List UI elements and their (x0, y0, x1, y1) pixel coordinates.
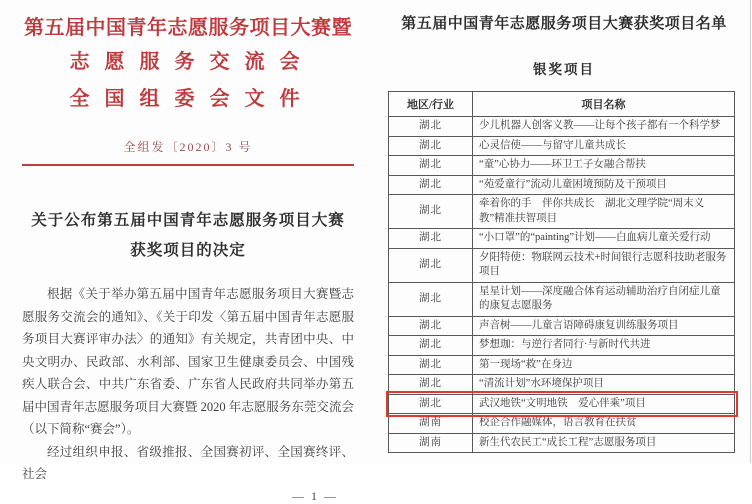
project-name-cell: 武汉地铁“文明地铁 爱心伴乘”项目 (473, 394, 735, 414)
region-cell: 湖北 (389, 195, 473, 229)
table-row (389, 229, 735, 249)
table-row (389, 336, 735, 356)
red-divider-line (22, 164, 354, 166)
table-row (389, 136, 735, 156)
awards-table-header-row (389, 92, 735, 117)
table-row (389, 282, 735, 316)
project-name-cell: 声音树——儿童言语障碍康复训练服务项目 (473, 316, 735, 336)
decision-title-line-1: 关于公布第五届中国青年志愿服务项目大赛 (31, 212, 345, 229)
project-name-cell: “小口罩”的“painting”计划——白血病儿童关爱行动 (473, 229, 735, 249)
region-cell: 湖北 (389, 336, 473, 356)
header-region: 地区/行业 (389, 92, 473, 117)
body-paragraph-2: 经过组织申报、省级推报、全国赛初评、全国赛终评、社会 (22, 444, 354, 481)
masthead-line-2: 志愿服务交流会 (69, 51, 315, 73)
region-cell: 湖北 (389, 229, 473, 249)
decision-title (22, 206, 354, 266)
region-cell: 湖北 (389, 316, 473, 336)
project-name-cell: 夕阳特使：物联网云技术+时间银行志愿科技助老服务项目 (473, 248, 735, 282)
project-name-cell: 第一现场“救”在身边 (473, 355, 735, 375)
masthead-line-3: 全国组委会文件 (69, 88, 315, 110)
project-name-cell: 新生代农民工“成长工程”志愿服务项目 (473, 433, 735, 453)
project-name-cell: “苑爱童行”流动儿童困境预防及干预项目 (473, 175, 735, 195)
table-row (389, 414, 735, 434)
table-row-highlighted (389, 394, 735, 414)
right-page (388, 12, 740, 453)
silver-award-subtitle: 银奖项目 (533, 62, 595, 77)
project-name-cell: “童”心协力——环卫工子女融合帮扶 (473, 156, 735, 176)
table-row (389, 375, 735, 395)
project-name-cell: 少儿机器人创客义教——让每个孩子都有一个科学梦 (473, 117, 735, 137)
table-row (389, 195, 735, 229)
region-cell: 湖北 (389, 394, 473, 414)
masthead-line-1: 第五届中国青年志愿服务项目大赛暨 (24, 17, 352, 39)
left-page (22, 6, 354, 504)
region-cell: 湖北 (389, 282, 473, 316)
awards-table-body (389, 117, 735, 453)
region-cell: 湖北 (389, 355, 473, 375)
table-row (389, 117, 735, 137)
body-paragraph-1: 根据《关于举办第五届中国青年志愿服务项目大赛暨志愿服务交流会的通知》、《关于印发〈第五届中国青年志愿服务项目大赛评审办法〉的通知》有关规定，共青团中央、中央文明办、民政部、水利部、国家卫生健康委员会、中国残疾人联合会、中共广东省委、广东省人民政府共同举办第五届中国青年志愿服务项目大赛暨 2020 年志愿服务东莞交流会（以下简称“赛会”）。 (22, 287, 354, 436)
project-name-cell: 校企合作融媒体，语言教育在扶贫 (473, 414, 735, 434)
table-row (389, 175, 735, 195)
table-row (389, 355, 735, 375)
project-name-cell: 心灵信使——与留守儿童共成长 (473, 136, 735, 156)
region-cell: 湖北 (389, 375, 473, 395)
region-cell: 湖南 (389, 433, 473, 453)
awards-table (388, 91, 735, 453)
table-row (389, 316, 735, 336)
table-row (389, 433, 735, 453)
document-body (22, 283, 354, 486)
table-row (389, 248, 735, 282)
red-masthead (22, 12, 354, 118)
project-name-cell: “清流计划”水环境保护项目 (473, 375, 735, 395)
project-name-cell: 牵着你的手 伴你共成长 湖北文理学院“周末义教”精准扶智项目 (473, 195, 735, 229)
scan-page-edge-line (750, 0, 751, 463)
decision-title-line-2: 获奖项目的决定 (130, 242, 246, 259)
region-cell: 湖北 (389, 248, 473, 282)
document-number: 全组发〔2020〕3 号 (123, 140, 253, 154)
region-cell: 湖北 (389, 175, 473, 195)
region-cell: 湖北 (389, 117, 473, 137)
award-list-title: 第五届中国青年志愿服务项目大赛获奖项目名单 (401, 16, 727, 32)
region-cell: 湖北 (389, 136, 473, 156)
project-name-cell: 星星计划——深度融合体育运动辅助治疗自闭症儿童的康复志愿服务 (473, 282, 735, 316)
table-row (389, 156, 735, 176)
project-name-cell: 梦想珈：与逆行者同行·与新时代共进 (473, 336, 735, 356)
page-number: — 1 — (292, 488, 338, 503)
region-cell: 湖南 (389, 414, 473, 434)
region-cell: 湖北 (389, 156, 473, 176)
header-project-name: 项目名称 (473, 92, 735, 117)
